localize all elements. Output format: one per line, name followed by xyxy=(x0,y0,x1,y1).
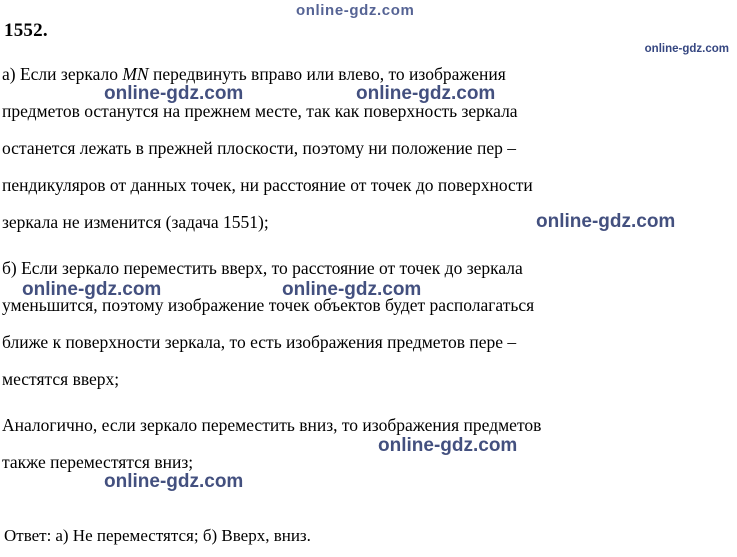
text-line: ближе к поверхности зеркала, то есть изображения предметов пере – xyxy=(2,332,517,352)
text-line: а) Если зеркало MN передвинуть вправо или влево, то изображения xyxy=(2,64,506,84)
watermark: online-gdz.com xyxy=(356,83,496,104)
watermark: online-gdz.com xyxy=(104,471,244,492)
text-line: местятся вверх; xyxy=(2,369,120,389)
task-number: 1552 xyxy=(4,20,43,41)
answer-text: а) Не переместятся; б) Вверх, вниз. xyxy=(55,526,311,545)
solution-text xyxy=(2,56,735,481)
watermark: online-gdz.com xyxy=(282,279,422,300)
task-number-suffix: . xyxy=(42,20,48,41)
watermark: online-gdz.com xyxy=(22,279,162,300)
text-line: пендикуляров от данных точек, ни расстояние от точек до поверхности xyxy=(2,175,533,195)
mirror-label: MN xyxy=(122,64,149,84)
watermark-corner: online-gdz.com xyxy=(644,43,729,55)
text-line: также переместятся вниз; xyxy=(2,452,194,472)
watermark: online-gdz.com xyxy=(378,435,518,456)
text-line: б) Если зеркало переместить вверх, то расстояние от точек до зеркала xyxy=(2,258,523,278)
watermark: online-gdz.com xyxy=(536,211,676,232)
watermark: online-gdz.com xyxy=(104,83,244,104)
text-line: уменьшится, поэтому изображение точек объектов будет располагаться xyxy=(2,295,535,315)
watermark-top: online-gdz.com xyxy=(296,2,415,19)
text-line: останется лежать в прежней плоскости, поэтому ни положение пер – xyxy=(2,138,516,158)
answer-row xyxy=(4,526,311,546)
text-line: предметов останутся на прежнем месте, так как поверхность зеркала xyxy=(2,101,518,121)
answer-label: Ответ: xyxy=(4,526,52,545)
text-line: зеркала не изменится (задача 1551); xyxy=(2,212,269,232)
text-line: Аналогично, если зеркало переместить вниз, то изображения предметов xyxy=(2,415,542,435)
page-title xyxy=(4,20,48,42)
